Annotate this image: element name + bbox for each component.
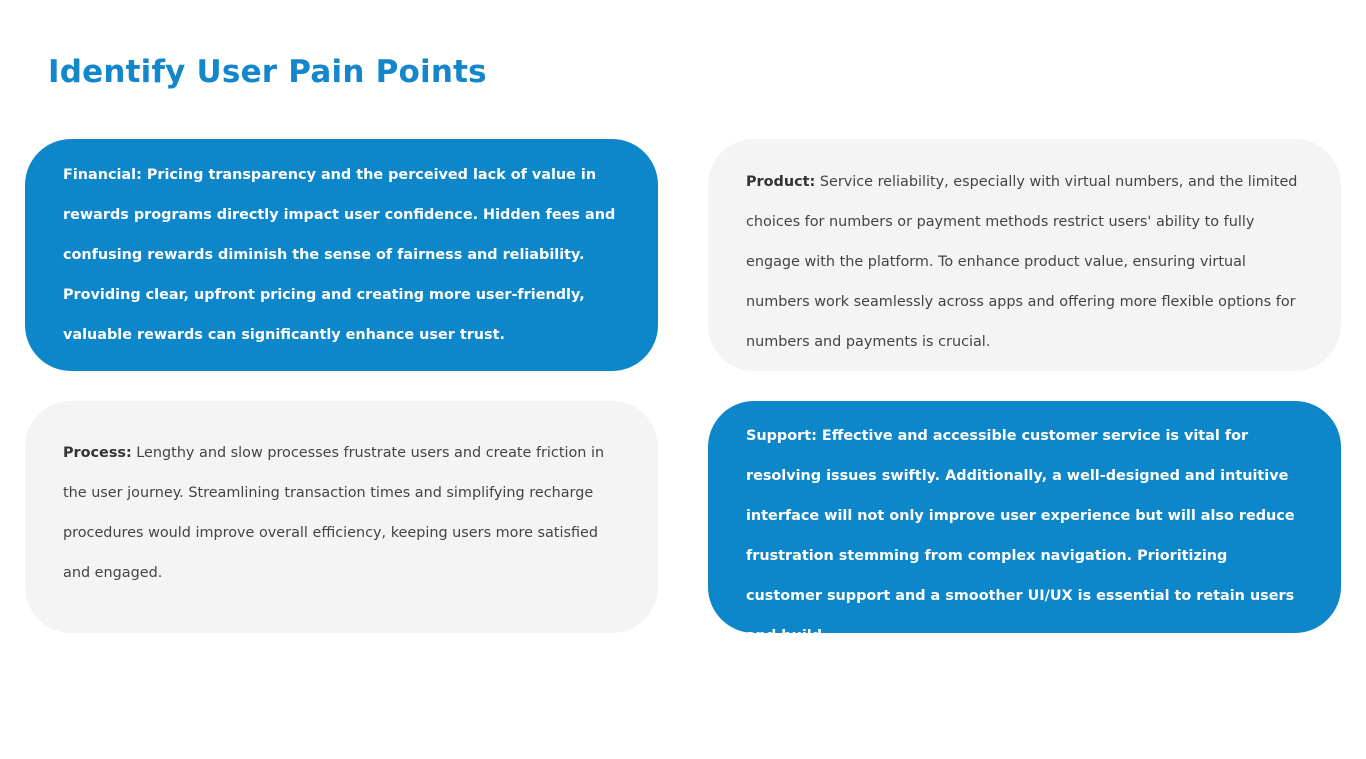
financial-paragraph <box>63 155 618 355</box>
process-pain-point-card <box>25 401 658 633</box>
support-pain-point-card <box>708 401 1341 644</box>
financial-label: Financial: <box>63 167 142 183</box>
financial-text: Pricing transparency and the perceived lack of value in rewards programs directly impact user confidence. Hidden fees and confusing rewards diminish the sense of fairness and reliability. Providing clear, upfront pricing and creating more user-friendly, valuable rewards can significantly enhance user trust. <box>63 167 616 343</box>
financial-pain-point-card <box>25 139 658 371</box>
process-label: Process: <box>63 445 132 461</box>
process-paragraph <box>63 433 618 593</box>
support-text: Effective and accessible customer service is vital for resolving issues swiftly. Additionally, a well-designed and intuitive interface will not only improve user experience but will also reduce frustration stemming from complex navigation. Prioritizing customer support and a smoother UI/UX is essential to retain users and build <box>746 428 1295 644</box>
product-paragraph <box>746 162 1301 362</box>
process-text: Lengthy and slow processes frustrate users and create friction in the user journey. Streamlining transaction times and simplifying recharge procedures would improve overall efficiency, keeping users more satisfied and engaged. <box>63 445 605 581</box>
product-text: Service reliability, especially with virtual numbers, and the limited choices for numbers or payment methods restrict users' ability to fully engage with the platform. To enhance product value, ensuring virtual numbers work seamlessly across apps and offering more flexible options for numbers and payments is crucial. <box>746 174 1298 350</box>
product-pain-point-card <box>708 139 1341 371</box>
support-paragraph <box>746 416 1301 656</box>
product-label: Product: <box>746 174 816 190</box>
page-title: Identify User Pain Points <box>48 54 487 90</box>
support-label: Support: <box>746 428 817 444</box>
